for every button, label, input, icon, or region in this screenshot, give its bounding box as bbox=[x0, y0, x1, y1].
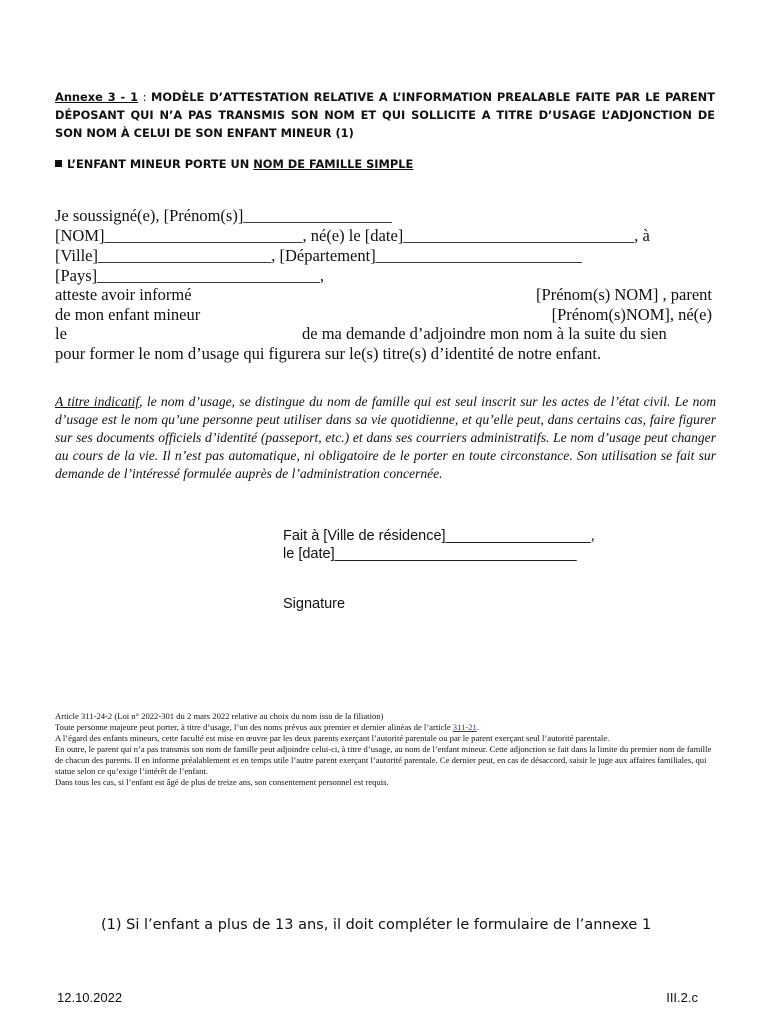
form-line-7-left: le bbox=[55, 324, 67, 343]
form-line-4: [Pays]___________________________, bbox=[55, 266, 325, 285]
document-heading bbox=[55, 88, 715, 142]
signature-label: Signature bbox=[283, 596, 346, 612]
form-line-7-right: de ma demande d’adjoindre mon nom à la suite du sien bbox=[302, 324, 667, 343]
footer-date: 12.10.2022 bbox=[57, 990, 123, 1005]
annex-label: Annexe 3 - 1 bbox=[55, 90, 139, 104]
form-line-5-left: atteste avoir informé bbox=[55, 285, 192, 304]
info-paragraph bbox=[55, 393, 716, 483]
form-line-6-right: [Prénom(s)NOM], né(e) bbox=[551, 305, 712, 324]
footer-reference: III.2.c bbox=[666, 990, 698, 1005]
form-line-3: [Ville]_____________________, [Département]_________________________ bbox=[55, 246, 582, 265]
footnote: (1) Si l’enfant a plus de 13 ans, il doit compléter le formulaire de l’annexe 1 bbox=[101, 917, 652, 933]
article-excerpt bbox=[55, 711, 717, 788]
subheading bbox=[55, 157, 413, 171]
square-bullet-icon bbox=[55, 160, 62, 167]
date-line: le [date]______________________________ bbox=[283, 546, 577, 562]
form-line-5-right: [Prénom(s) NOM] , parent bbox=[536, 285, 712, 304]
article-p1-end: . bbox=[476, 722, 479, 732]
article-title: Article 311-24-2 (Loi n° 2022-301 du 2 mars 2022 relative au choix du nom issu de la filiation) bbox=[55, 711, 384, 721]
info-underlined: A titre indicatif bbox=[55, 394, 140, 409]
article-p1-text: Toute personne majeure peut porter, à titre d’usage, l’un des noms prévus aux premier et dernier alinéas de l’article bbox=[55, 722, 453, 732]
form-line-6-left: de mon enfant mineur bbox=[55, 305, 201, 324]
article-paragraph-3: En outre, le parent qui n’a pas transmis son nom de famille peut adjoindre celui-ci, à titre d’usage, au nom de l’enfant mineur. Cette adjonction se fait dans la limite du premier nom de famille de chacun des parents. Il en informe préalablement et en temps utile l’autre parent exerçant l’autorité parentale. Ce dernier peut, en cas de désaccord, saisir le juge aux affaires familiales, qui statue selon ce qu’exige l’intérêt de l’enfant. bbox=[55, 744, 712, 776]
fait-line: Fait à [Ville de résidence]__________________, bbox=[283, 528, 595, 544]
heading-title: MODÈLE D’ATTESTATION RELATIVE A L’INFORMATION PREALABLE FAITE PAR LE PARENT DÉPOSANT QUI N’A PAS TRANSMIS SON NOM ET QUI SOLLICITE A TITRE D’USAGE L’ADJONCTION DE SON NOM À CELUI DE SON ENFANT MINEUR (1) bbox=[55, 90, 715, 140]
form-line-2: [NOM]________________________, né(e) le [date]____________________________, à bbox=[55, 226, 650, 245]
subheading-prefix: L’ENFANT MINEUR PORTE UN bbox=[67, 157, 254, 171]
article-311-21-link[interactable]: 311-21 bbox=[452, 722, 477, 732]
article-paragraph-4: Dans tous les cas, si l’enfant est âgé de plus de treize ans, son consentement personnel est requis. bbox=[55, 777, 389, 787]
info-text: , le nom d’usage, se distingue du nom de famille qui est seul inscrit sur les actes de l’état civil. Le nom d’usage est le nom qu’une personne peut utiliser dans sa vie quotidienne, et qu’elle peut, dans certains cas, faire figurer sur ses documents officiels d’identité (passeport, etc.) et dans ses courriers administratifs. Le nom d’usage peut changer au cours de la vie. Il n’est pas automatique, ni obligatoire de le porter en toute circonstance. Son utilisation se fait sur demande de l’intéressé formulée auprès de l’administration concernée. bbox=[55, 394, 717, 481]
article-paragraph-1 bbox=[55, 722, 717, 733]
subheading-underlined: NOM DE FAMILLE SIMPLE bbox=[253, 157, 414, 171]
form-line-8: pour former le nom d’usage qui figurera sur le(s) titre(s) d’identité de notre enfant. bbox=[55, 344, 602, 363]
annex-separator: : bbox=[138, 90, 152, 104]
article-paragraph-2: A l’égard des enfants mineurs, cette faculté est mise en œuvre par les deux parents exerçant l’autorité parentale ou par le parent exerçant seul l’autorité parentale. bbox=[55, 733, 610, 743]
form-line-1: Je soussigné(e), [Prénom(s)]__________________ bbox=[55, 206, 392, 225]
